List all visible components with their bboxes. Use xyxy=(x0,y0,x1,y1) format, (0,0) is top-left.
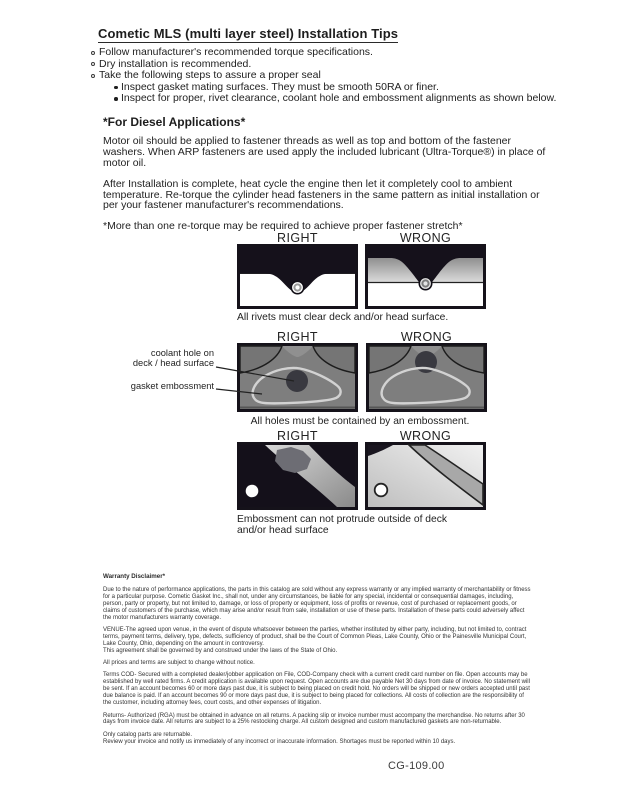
warranty-disclaimer xyxy=(103,574,533,751)
list-item-text: Dry installation is recommended. xyxy=(99,57,252,70)
warranty-paragraph: Due to the nature of performance applications, the parts in this catalog are sold without any express warranty or any implied warranty of merchantability or fitness for a particular purpose. Cometic Gasket Inc., shall not, under any circumstances, be liable for any special, incidental or consequential damages, including, person, party or property, but not limited to, damage, or loss of property or equipment, loss of profits or revenue, cost of purchased or replacement goods, or claims of customers of the purchase, which may arise and/or result from sale, installation or use of these parts. Installation of these parts could adversely affect the motor manufacturers warranty coverage. xyxy=(103,586,531,621)
wrong-label: WRONG xyxy=(400,330,453,344)
warranty-paragraph: All prices and terms are subject to change without notice. xyxy=(103,660,255,667)
gasket-embossment-callout: gasket embossment xyxy=(130,381,214,391)
wrong-label: WRONG xyxy=(399,231,452,245)
open-bullet-icon xyxy=(91,51,95,55)
filled-bullet-icon xyxy=(114,97,118,101)
rivet-wrong-diagram xyxy=(365,244,486,309)
paragraph: Motor oil should be applied to fastener threads as well as top and bottom of the fastener washers. When ARP fasteners are used apply the included lubricant (Ultra-Torque®) in place of motor oil. xyxy=(103,134,546,169)
coolant-hole-callout: coolant hole on deck / head surface xyxy=(132,348,214,369)
list-item-text: Follow manufacturer's recommended torque specifications. xyxy=(99,46,373,58)
warranty-paragraph: VENUE-The agreed upon venue, in the event of dispute whatsoever between the parties, whether instituted by either party, including, but not limited to, contract terms, payment terms, delivery, type, defects, sufficiency of product, shall be the Court of Common Pleas, Lake County, Ohio or the Painesville Municipal Court, Lake County, Ohio, depending on the amount in controversy. This agreement shall be governed by and construed under the laws of the State of Ohio. xyxy=(103,626,527,654)
sub-list-item xyxy=(114,93,556,105)
list-item xyxy=(91,47,556,59)
protrusion-wrong-diagram xyxy=(365,442,486,510)
list-item-text: Inspect for proper, rivet clearance, coolant hole and embossment alignments as shown below. xyxy=(121,92,557,105)
hole-in-embossment-wrong-icon xyxy=(366,343,487,412)
wrong-label: WRONG xyxy=(399,429,452,443)
right-label: RIGHT xyxy=(277,231,318,245)
rivet-clearance-wrong-icon xyxy=(365,244,486,309)
embossment-wrong-diagram xyxy=(366,343,487,412)
section-heading: *For Diesel Applications* xyxy=(103,115,246,129)
warranty-paragraph: Returns- Authorized (RGA) must be obtained in advance on all returns. A packing slip or invoice number must accompany the merchandise. No returns after 30 days from invoice date. All returns are subject to a 25% restocking charge. All custom designed and custom manufactured gaskets are non-returnable. xyxy=(103,712,525,726)
open-bullet-icon xyxy=(91,62,95,66)
list-item-text: Take the following steps to assure a proper seal xyxy=(99,69,321,82)
page-title: Cometic MLS (multi layer steel) Installation Tips xyxy=(98,26,399,41)
open-bullet-icon xyxy=(91,74,95,78)
paragraph: *More than one re-torque may be required to achieve proper fastener stretch* xyxy=(103,220,463,233)
warranty-heading: Warranty Disclaimer* xyxy=(103,573,166,580)
diagram-caption: All rivets must clear deck and/or head surface. xyxy=(237,312,449,323)
warranty-paragraph: Terms COD- Secured with a completed dealer/jobber application on File, COD-Company check with a current credit card number on file. Open accounts may be established by well rated firms. A credit application is available upon request. Open accounts are due payable Net 30 days from date of invoice. No statement will be sent. If an account becomes 60 or more days past due, it is subject to being placed on credit hold. No orders will be shipped or new orders accepted until past due balance is paid. If an account becomes 90 or more days past due, it is subject to being placed for collections. All costs of collection are the responsibility of the customer, including attorney fees, court costs, and other expenses of litigation. xyxy=(103,672,530,707)
list-item-text: Inspect gasket mating surfaces. They must be smooth 50RA or finer. xyxy=(121,80,439,93)
rivet-right-diagram xyxy=(237,244,358,309)
right-label: RIGHT xyxy=(277,330,318,344)
diesel-applications-section xyxy=(103,117,555,242)
page-code: CG-109.00 xyxy=(388,760,445,772)
paragraph: After Installation is complete, heat cycle the engine then let it completely cool to ambient temperature. Re-torque the cylinder head fasteners in the same pattern as initial installation or per your fastener manufacturer's recommendations. xyxy=(103,177,540,212)
hole-in-embossment-right-icon xyxy=(237,343,358,412)
rivet-clearance-right-icon xyxy=(237,244,358,309)
filled-bullet-icon xyxy=(114,86,118,90)
protrusion-right-diagram xyxy=(237,442,358,510)
deck-protrusion-wrong-icon xyxy=(365,442,486,510)
right-label: RIGHT xyxy=(277,429,318,443)
deck-protrusion-right-icon xyxy=(237,442,358,510)
installation-tips-list xyxy=(91,47,556,105)
warranty-paragraph: Only catalog parts are returnable. Review your invoice and notify us immediately of any incorrect or inaccurate information. Shortages must be reported within 10 days. xyxy=(103,731,456,745)
diagram-caption: All holes must be contained by an embossment. xyxy=(250,416,470,427)
embossment-right-diagram xyxy=(237,343,358,412)
diagram-caption: Embossment can not protrude outside of deck and/or head surface xyxy=(237,514,448,536)
